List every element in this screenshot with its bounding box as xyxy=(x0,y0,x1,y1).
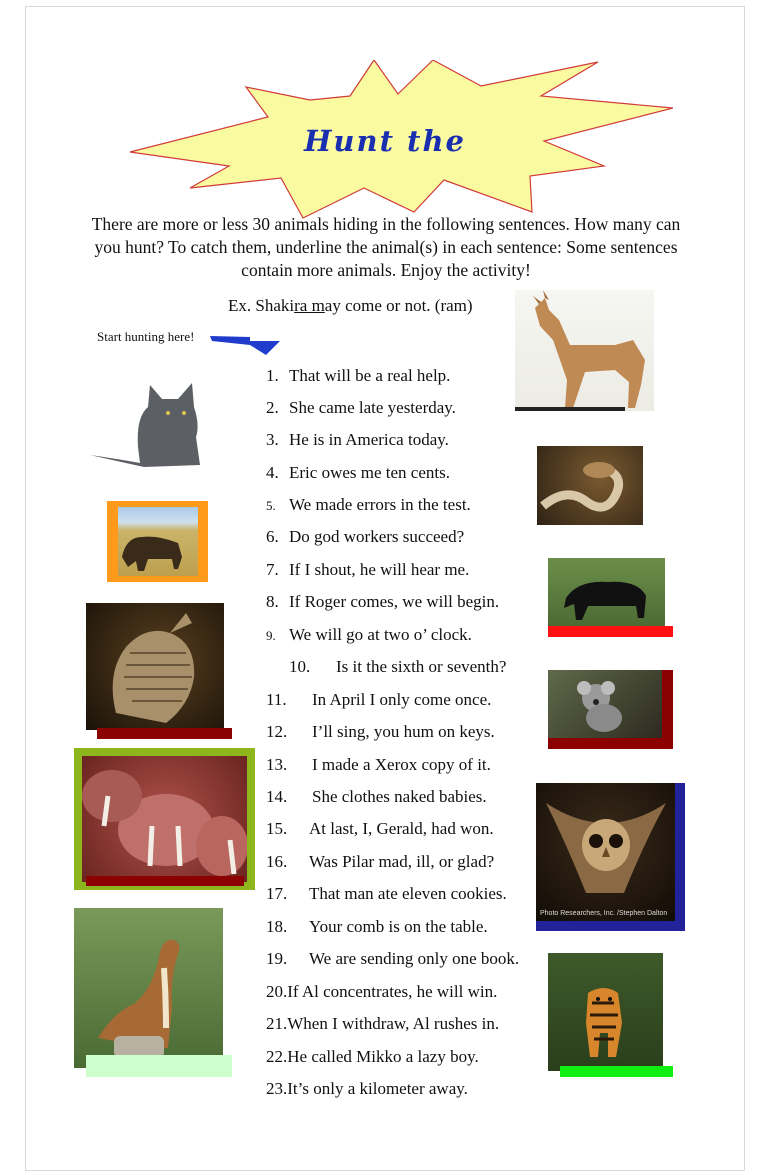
sentence-text: She came late yesterday. xyxy=(289,398,456,417)
sentence-item xyxy=(289,657,506,677)
sentence-text: That will be a real help. xyxy=(289,366,451,385)
sentence-text: Was Pilar mad, ill, or glad? xyxy=(309,852,495,871)
sentence-number: 15. xyxy=(266,819,288,838)
sentence-number: 18. xyxy=(266,917,288,936)
walrus-icon xyxy=(82,756,247,882)
sentence-number: 22. xyxy=(266,1047,288,1066)
sentence-item xyxy=(266,592,499,612)
sentence-number: 2. xyxy=(266,398,279,417)
sentence-number: 6. xyxy=(266,527,279,546)
sentence-text: If Al concentrates, he will win. xyxy=(287,982,498,1001)
sentence-text: If I shout, he will hear me. xyxy=(289,560,470,579)
sentence-item xyxy=(266,625,472,645)
sentence-item xyxy=(266,398,456,418)
sentence-text: Is it the sixth or seventh? xyxy=(336,657,507,676)
example-underlined: ra m xyxy=(294,296,325,315)
walrus-caption-bar xyxy=(86,876,244,886)
sentence-text: He called Mikko a lazy boy. xyxy=(287,1047,479,1066)
yak-caption-bar xyxy=(548,626,673,637)
sentence-item xyxy=(266,1047,479,1067)
dingo-icon xyxy=(515,290,654,411)
yak-photo xyxy=(548,558,665,627)
weasel-caption-bar xyxy=(86,1055,232,1077)
sentence-number: 9. xyxy=(266,628,276,643)
weasel-photo xyxy=(74,908,223,1068)
sentence-text: I’ll sing, you hum on keys. xyxy=(312,722,495,741)
sentence-item xyxy=(266,1079,468,1099)
sentence-text: If Roger comes, we will begin. xyxy=(289,592,500,611)
cat-photo xyxy=(88,377,210,469)
sentence-number: 11. xyxy=(266,690,287,709)
sentence-number: 20. xyxy=(266,982,288,1001)
sentence-number: 8. xyxy=(266,592,279,611)
weasel-icon xyxy=(74,908,223,1068)
sentence-text: In April I only come once. xyxy=(312,690,492,709)
dingo-photo xyxy=(515,290,654,411)
armadillo-icon xyxy=(86,603,224,730)
sentence-text: That man ate eleven cookies. xyxy=(309,884,507,903)
sentence-item xyxy=(266,1014,499,1034)
snake-photo xyxy=(537,446,643,525)
tiger-icon xyxy=(548,953,663,1071)
snake-icon xyxy=(537,446,643,525)
sentence-number: 12. xyxy=(266,722,288,741)
intro-paragraph: There are more or less 30 animals hiding in the following sentences. How many can you hunt? To catch them, underline the animal(s) in each sentence: Some sentences contain more animals. Enjoy the activity! xyxy=(91,214,681,280)
sentence-number: 21. xyxy=(266,1014,288,1033)
armadillo-photo xyxy=(86,603,224,730)
sentence-item xyxy=(266,755,491,775)
sentence-item xyxy=(266,982,497,1002)
sentence-item xyxy=(266,527,464,547)
example-sentence xyxy=(228,296,473,316)
worksheet-title: Hunt the xyxy=(304,124,466,158)
sentence-number: 10. xyxy=(289,657,311,676)
sentence-number: 23. xyxy=(266,1079,288,1098)
walrus-photo xyxy=(74,748,255,890)
sentence-item xyxy=(266,560,469,580)
sentence-text: He is in America today. xyxy=(289,430,449,449)
sentence-item xyxy=(266,949,519,969)
sentence-number: 16. xyxy=(266,852,288,871)
sentence-text: Eric owes me ten cents. xyxy=(289,463,450,482)
sentence-number: 3. xyxy=(266,430,279,449)
sentence-text: We made errors in the test. xyxy=(289,495,471,514)
sentence-item xyxy=(266,787,487,807)
sentence-item xyxy=(266,819,494,839)
sentence-number: 17. xyxy=(266,884,288,903)
sentence-item xyxy=(266,495,471,515)
sentence-text: She clothes naked babies. xyxy=(312,787,487,806)
sentence-number: 14. xyxy=(266,787,288,806)
armadillo-caption-bar xyxy=(97,728,232,739)
owl-photo xyxy=(536,783,685,931)
cat-icon xyxy=(88,377,210,469)
sentence-text: Do god workers succeed? xyxy=(289,527,465,546)
sentence-number: 4. xyxy=(266,463,279,482)
koala-photo xyxy=(548,670,673,749)
sentence-text: It’s only a kilometer away. xyxy=(287,1079,468,1098)
sentence-text: When I withdraw, Al rushes in. xyxy=(287,1014,500,1033)
sentence-item xyxy=(266,366,450,386)
owl-photo-credit: Photo Researchers, Inc. /Stephen Dalton xyxy=(540,910,668,917)
sentence-text: Your comb is on the table. xyxy=(309,917,488,936)
yak-icon xyxy=(548,558,665,627)
sentence-text: I made a Xerox copy of it. xyxy=(312,755,491,774)
bison-icon xyxy=(118,507,198,576)
tiger-photo xyxy=(548,953,663,1071)
sentence-item xyxy=(266,463,450,483)
bison-photo xyxy=(107,501,208,582)
sentence-text: At last, I, Gerald, had won. xyxy=(309,819,494,838)
sentence-number: 13. xyxy=(266,755,288,774)
example-suffix: ay come or not. (ram) xyxy=(324,296,473,315)
sentence-item xyxy=(266,690,491,710)
tiger-caption-bar xyxy=(560,1066,673,1077)
sentence-number: 19. xyxy=(266,949,288,968)
sentence-number: 5. xyxy=(266,498,276,513)
start-arrow-icon xyxy=(208,331,280,357)
sentence-item xyxy=(266,884,507,904)
sentence-item xyxy=(266,852,494,872)
example-prefix: Ex. Shaki xyxy=(228,296,295,315)
sentence-item xyxy=(266,917,488,937)
owl-icon xyxy=(536,783,675,921)
sentence-item xyxy=(266,430,449,450)
sentence-number: 1. xyxy=(266,366,279,385)
koala-icon xyxy=(548,670,662,738)
sentence-text: We will go at two o’ clock. xyxy=(289,625,472,644)
sentence-text: We are sending only one book. xyxy=(309,949,520,968)
sentence-number: 7. xyxy=(266,560,279,579)
sentence-item xyxy=(266,722,495,742)
start-label: Start hunting here! xyxy=(97,329,195,344)
